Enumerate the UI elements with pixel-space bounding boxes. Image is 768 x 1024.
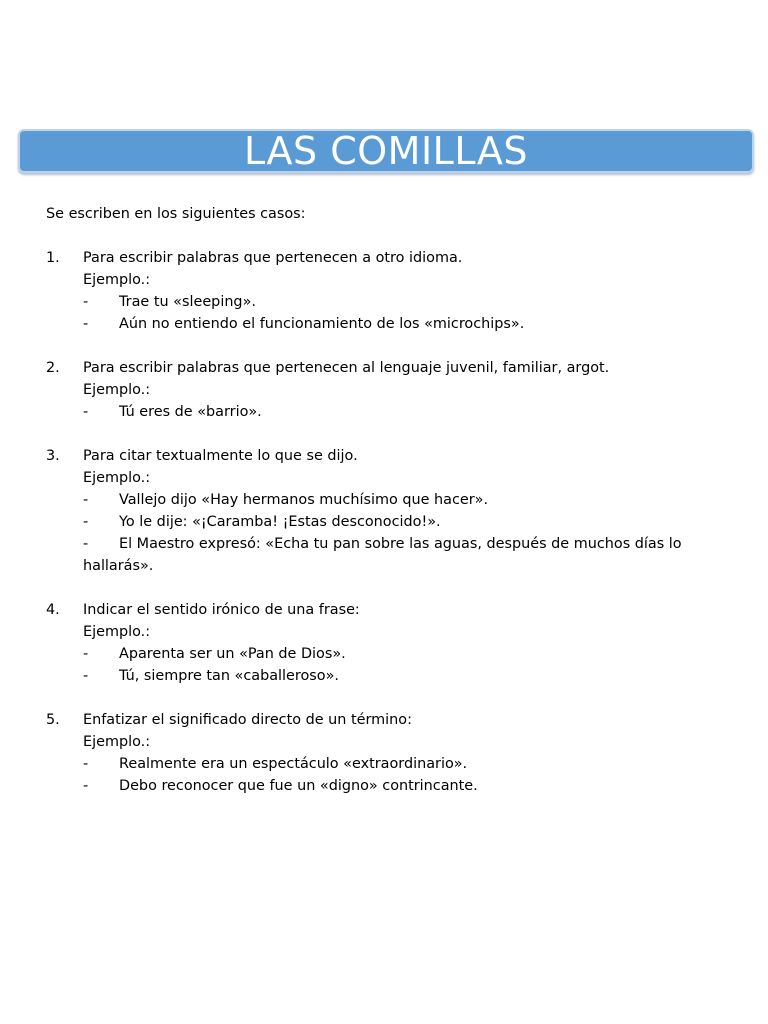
dash-bullet: -	[83, 668, 89, 684]
item-heading: Para escribir palabras que pertenecen al lenguaje juvenil, familiar, argot.	[83, 360, 610, 376]
item-number: 2.	[46, 360, 60, 376]
item-number: 3.	[46, 448, 60, 464]
item-number: 4.	[46, 602, 60, 618]
example-text: Debo reconocer que fue un «digno» contrincante.	[119, 778, 478, 794]
example-line	[46, 489, 726, 511]
example-line	[46, 511, 726, 533]
example-text: Tú eres de «barrio».	[119, 404, 262, 420]
example-line	[46, 643, 726, 665]
example-text: Trae tu «sleeping».	[119, 294, 256, 310]
list-item	[46, 599, 726, 687]
document-body	[46, 203, 726, 819]
list-item	[46, 247, 726, 335]
example-text: Vallejo dijo «Hay hermanos muchísimo que hacer».	[119, 492, 489, 508]
dash-bullet: -	[83, 514, 89, 530]
item-heading: Para escribir palabras que pertenecen a otro idioma.	[83, 250, 463, 266]
dash-bullet: -	[83, 294, 89, 310]
example-label: Ejemplo.:	[83, 734, 151, 750]
example-line	[46, 753, 726, 775]
example-text: Yo le dije: «¡Caramba! ¡Estas desconocido!».	[119, 514, 441, 530]
example-text: Aparenta ser un «Pan de Dios».	[119, 646, 346, 662]
title-banner	[18, 129, 754, 173]
item-number: 5.	[46, 712, 60, 728]
item-number: 1.	[46, 250, 60, 266]
list-item	[46, 445, 726, 577]
example-text: Realmente era un espectáculo «extraordinario».	[119, 756, 468, 772]
example-label: Ejemplo.:	[83, 382, 151, 398]
item-heading: Para citar textualmente lo que se dijo.	[83, 448, 358, 464]
example-text: El Maestro expresó: «Echa tu pan sobre las aguas, después de muchos días lo hallarás».	[83, 536, 682, 574]
example-line	[46, 665, 726, 687]
example-text: Aún no entiendo el funcionamiento de los «microchips».	[119, 316, 525, 332]
dash-bullet: -	[83, 316, 89, 332]
example-label: Ejemplo.:	[83, 272, 151, 288]
example-line	[46, 401, 726, 423]
list-item	[46, 357, 726, 423]
page-title: LAS COMILLAS	[243, 129, 528, 173]
example-label: Ejemplo.:	[83, 624, 151, 640]
dash-bullet: -	[83, 404, 89, 420]
example-line	[46, 313, 726, 335]
dash-bullet: -	[83, 646, 89, 662]
dash-bullet: -	[83, 492, 89, 508]
example-text: Tú, siempre tan «caballeroso».	[119, 668, 339, 684]
example-label: Ejemplo.:	[83, 470, 151, 486]
dash-bullet: -	[83, 756, 89, 772]
item-heading: Indicar el sentido irónico de una frase:	[83, 602, 360, 618]
example-line	[46, 533, 726, 577]
item-heading: Enfatizar el significado directo de un término:	[83, 712, 412, 728]
list-item	[46, 709, 726, 797]
dash-bullet: -	[83, 536, 89, 552]
dash-bullet: -	[83, 778, 89, 794]
intro-text: Se escriben en los siguientes casos:	[46, 206, 306, 222]
example-line	[46, 775, 726, 797]
example-line	[46, 291, 726, 313]
